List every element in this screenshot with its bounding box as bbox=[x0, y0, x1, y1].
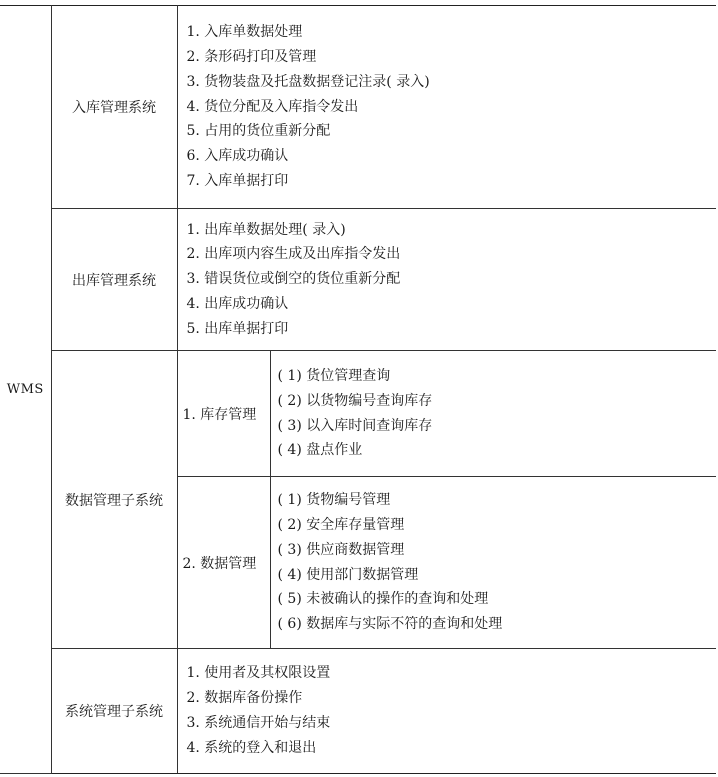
list-item: 4. 货位分配及入库指令发出 bbox=[186, 98, 359, 115]
list-item: 2. 条形码打印及管理 bbox=[186, 49, 317, 65]
data-items-cell bbox=[270, 477, 716, 649]
list-item: 1. 使用者及其权限设置 bbox=[186, 665, 331, 682]
list-item: ( 1) 货物编号管理 bbox=[277, 492, 391, 509]
outbound-items-cell bbox=[177, 209, 716, 351]
system-mgmt-row bbox=[0, 649, 716, 774]
root-label: WMS bbox=[0, 6, 51, 774]
list-item: ( 6) 数据库与实际不符的查询和处理 bbox=[277, 616, 503, 633]
inventory-list bbox=[271, 364, 717, 463]
inbound-row bbox=[0, 6, 716, 209]
outbound-row bbox=[0, 209, 716, 351]
system-mgmt-title: 系统管理子系统 bbox=[51, 649, 177, 774]
list-item: 6. 入库成功确认 bbox=[186, 148, 289, 165]
list-item: 2. 出库项内容生成及出库指令发出 bbox=[186, 246, 401, 263]
list-item: 3. 系统通信开始与结束 bbox=[186, 715, 331, 731]
list-item: 1. 出库单数据处理( 录入) bbox=[186, 221, 346, 238]
list-item: 3. 货物装盘及托盘数据登记注录( 录入) bbox=[186, 73, 430, 90]
list-item: ( 4) 盘点作业 bbox=[277, 442, 363, 459]
list-item: ( 5) 未被确认的操作的查询和处理 bbox=[277, 591, 489, 608]
inventory-label: 1. 库存管理 bbox=[177, 351, 270, 477]
list-item: 5. 占用的货位重新分配 bbox=[186, 123, 331, 140]
list-item: 4. 出库成功确认 bbox=[186, 295, 289, 312]
inbound-list bbox=[178, 20, 717, 194]
list-item: ( 1) 货位管理查询 bbox=[277, 367, 391, 384]
list-item: 5. 出库单据打印 bbox=[186, 320, 289, 337]
system-mgmt-items-cell bbox=[177, 649, 716, 774]
list-item: ( 4) 使用部门数据管理 bbox=[277, 566, 419, 583]
inventory-items-cell bbox=[270, 351, 716, 477]
data-mgmt-title: 数据管理子系统 bbox=[51, 351, 177, 649]
list-item: ( 3) 以入库时间查询库存 bbox=[277, 417, 433, 434]
inbound-items-cell bbox=[177, 6, 716, 209]
data-list bbox=[271, 488, 717, 637]
outbound-list bbox=[178, 218, 717, 342]
list-item: ( 2) 安全库存量管理 bbox=[277, 516, 405, 533]
list-item: 7. 入库单据打印 bbox=[186, 172, 289, 189]
list-item: ( 3) 供应商数据管理 bbox=[277, 541, 405, 558]
list-item: 2. 数据库备份操作 bbox=[186, 690, 303, 707]
list-item: 3. 错误货位或倒空的货位重新分配 bbox=[186, 271, 401, 288]
inbound-title: 入库管理系统 bbox=[51, 6, 177, 209]
list-item: 1. 入库单数据处理 bbox=[186, 24, 303, 41]
wms-function-table bbox=[0, 5, 716, 774]
outbound-title: 出库管理系统 bbox=[51, 209, 177, 351]
list-item: 4. 系统的登入和退出 bbox=[186, 739, 317, 756]
list-item: ( 2) 以货物编号查询库存 bbox=[277, 392, 433, 409]
data-label: 2. 数据管理 bbox=[177, 477, 270, 649]
inventory-row bbox=[0, 351, 716, 477]
system-mgmt-list bbox=[178, 661, 717, 760]
